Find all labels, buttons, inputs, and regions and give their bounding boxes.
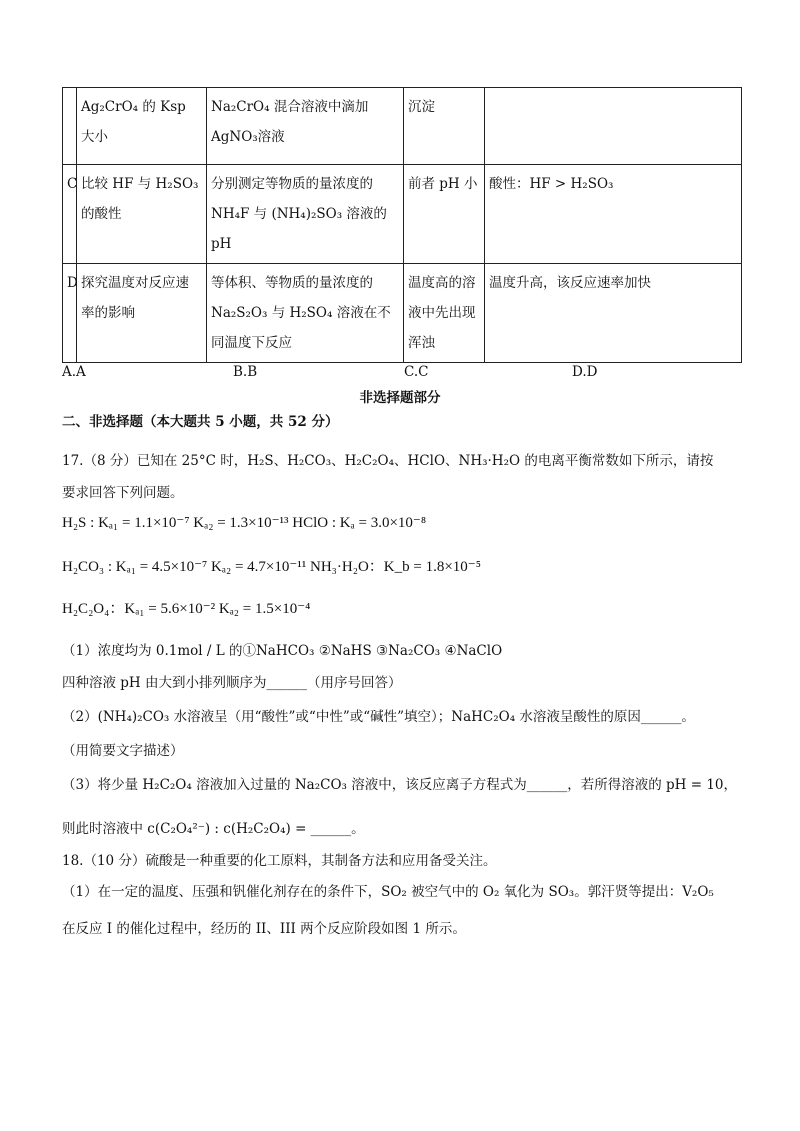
purpose-cell: 比较 HF 与 H₂SO₃ 的酸性	[77, 165, 207, 264]
q17-stem: 17.（8 分）已知在 25°C 时，H₂S、H₂CO₃、H₂C₂O₄、HClO、NH₃·H₂O 的电离平衡常数如下所示，请按	[62, 453, 714, 469]
phenomenon-cell: 沉淀	[404, 88, 485, 165]
q17-part3-cont: 则此时溶液中 c(C₂O₄²⁻) : c(H₂C₂O₄) = ______。	[62, 821, 365, 837]
table-row	[63, 264, 742, 363]
q17-part3: （3）将少量 H₂C₂O₄ 溶液加入过量的 Na₂CO₃ 溶液中，该反应离子方程式为______，若所得溶液的 pH = 10，	[62, 777, 738, 793]
operation-cell: Na₂CrO₄ 混合溶液中滴加 AgNO₃溶液	[207, 88, 404, 165]
experiment-table	[62, 87, 742, 363]
conclusion-cell: 酸性：HF > H₂SO₃	[485, 165, 742, 264]
option-a: A.A	[62, 364, 86, 380]
section-title: 二、非选择题（本大题共 5 小题，共 52 分）	[62, 414, 339, 430]
q18-stem: 18.（10 分）硫酸是一种重要的化工原料，其制备方法和应用备受关注。	[62, 853, 497, 869]
q17-constants-2: H₂CO₃ : Kₐ₁ = 4.5×10⁻⁷ Kₐ₂ = 4.7×10⁻¹¹ NH₃·H₂O：K_b = 1.8×10⁻⁵	[62, 559, 481, 575]
option-d: D.D	[572, 364, 598, 380]
option-b: B.B	[233, 364, 258, 380]
phenomenon-cell: 前者 pH 小	[404, 165, 485, 264]
q17-constants-1: H₂S : Kₐ₁ = 1.1×10⁻⁷ Kₐ₂ = 1.3×10⁻¹³ HClO : Kₐ = 3.0×10⁻⁸	[62, 515, 427, 531]
purpose-cell: Ag₂CrO₄ 的 Ksp 大小	[77, 88, 207, 165]
operation-cell: 等体积、等物质的量浓度的 Na₂S₂O₃ 与 H₂SO₄ 溶液在不同温度下反应	[207, 264, 404, 363]
operation-cell: 分别测定等物质的量浓度的 NH₄F 与 (NH₄)₂SO₃ 溶液的 pH	[207, 165, 404, 264]
row-label: C	[63, 165, 77, 264]
q17-part1: （1）浓度均为 0.1mol / L 的①NaHCO₃ ②NaHS ③Na₂CO₃ ④NaClO	[62, 643, 503, 659]
q17-part2: （2）(NH₄)₂CO₃ 水溶液呈（用“酸性”或“中性”或“碱性”填空）；NaHC₂O₄ 水溶液呈酸性的原因______。	[62, 709, 695, 725]
q18-part1-cont: 在反应 I 的催化过程中，经历的 II、III 两个反应阶段如图 1 所示。	[62, 921, 466, 937]
q18-part1: （1）在一定的温度、压强和钒催化剂存在的条件下，SO₂ 被空气中的 O₂ 氧化为 SO₃。郭汗贤等提出：V₂O₅	[62, 884, 714, 900]
part-title: 非选择题部分	[359, 390, 441, 406]
row-label: D	[63, 264, 77, 363]
conclusion-cell	[485, 88, 742, 165]
purpose-cell: 探究温度对反应速率的影响	[77, 264, 207, 363]
table-row	[63, 88, 742, 165]
q17-stem-cont: 要求回答下列问题。	[62, 485, 184, 501]
table-row	[63, 165, 742, 264]
option-c: C.C	[404, 364, 429, 380]
q17-constants-3: H₂C₂O₄：Kₐ₁ = 5.6×10⁻² Kₐ₂ = 1.5×10⁻⁴	[62, 601, 311, 617]
phenomenon-cell: 温度高的溶液中先出现浑浊	[404, 264, 485, 363]
q17-part2-cont: （用简要文字描述）	[62, 743, 184, 759]
conclusion-cell: 温度升高，该反应速率加快	[485, 264, 742, 363]
q17-part1-cont: 四种溶液 pH 由大到小排列顺序为______（用序号回答）	[62, 675, 402, 691]
row-label	[63, 88, 77, 165]
